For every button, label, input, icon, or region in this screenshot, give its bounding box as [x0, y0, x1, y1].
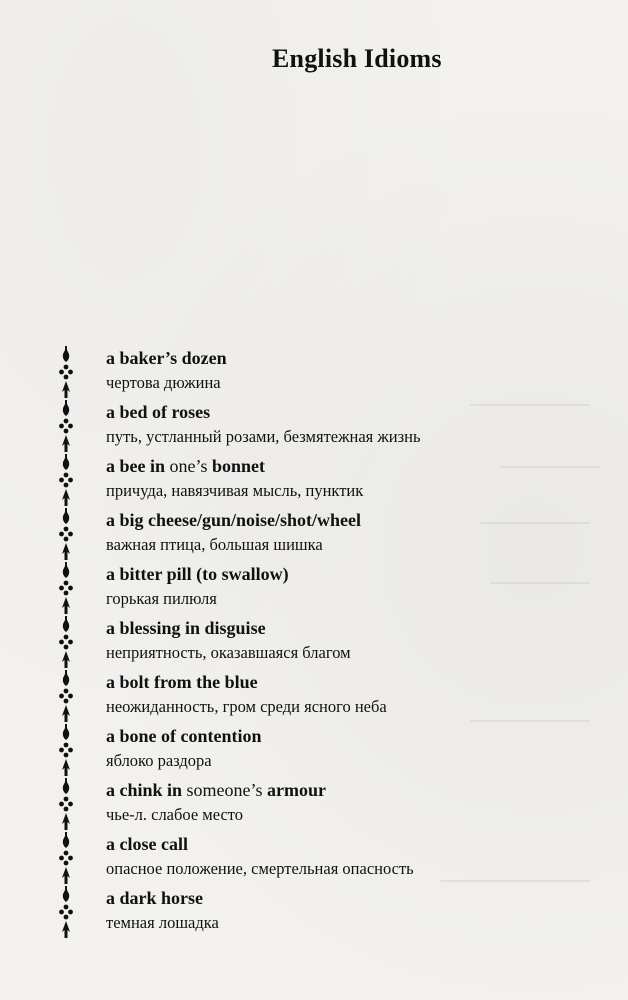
- idiom-entry: [106, 886, 606, 940]
- fleur-ornament-icon: [59, 400, 73, 452]
- idiom-phrase: [106, 832, 606, 857]
- idiom-placeholder-word: one’s: [169, 456, 213, 476]
- idiom-phrase: [106, 886, 606, 911]
- fleur-ornament-icon: [59, 832, 73, 884]
- idiom-translation: опасное положение, смертельная опасность: [106, 859, 414, 878]
- fleur-ornament-icon: [59, 670, 73, 722]
- idiom-phrase: [106, 346, 606, 371]
- idiom-translation: важная птица, большая шишка: [106, 535, 323, 554]
- fleur-ornament-icon: [59, 562, 73, 614]
- idiom-phrase: [106, 724, 606, 749]
- idiom-translation: путь, устланный розами, безмятежная жизнь: [106, 427, 421, 446]
- idiom-entry: [106, 616, 606, 670]
- idiom-translation: темная лошадка: [106, 913, 219, 932]
- idiom-translation: чье-л. слабое место: [106, 805, 244, 824]
- idiom-text: bonnet: [212, 456, 266, 476]
- fleur-ornament-icon: [59, 886, 73, 938]
- idiom-translation: неожиданность, гром среди ясного неба: [106, 697, 387, 716]
- idiom-phrase: [106, 508, 606, 533]
- idiom-phrase: [106, 670, 606, 695]
- idiom-entry: [106, 508, 606, 562]
- idiom-entry: [106, 832, 606, 886]
- idiom-translation: горькая пилюля: [106, 589, 217, 608]
- fleur-ornament-icon: [59, 778, 73, 830]
- idiom-text: a big cheese/gun/noise/shot/wheel: [106, 510, 362, 530]
- idiom-entry: [106, 724, 606, 778]
- idiom-placeholder-word: someone’s: [186, 780, 268, 800]
- fleur-ornament-icon: [59, 346, 73, 398]
- page-title: English Idioms: [272, 44, 442, 73]
- ornamental-border: [52, 346, 80, 938]
- idiom-text: armour: [267, 780, 327, 800]
- idiom-list: [106, 346, 606, 940]
- fleur-ornament-icon: [59, 724, 73, 776]
- idiom-phrase: [106, 778, 606, 803]
- idiom-text: a baker’s dozen: [106, 348, 227, 368]
- idiom-entry: [106, 670, 606, 724]
- idiom-entry: [106, 778, 606, 832]
- idiom-translation: яблоко раздора: [106, 751, 212, 770]
- fleur-ornament-icon: [59, 508, 73, 560]
- idiom-entry: [106, 400, 606, 454]
- idiom-entry: [106, 562, 606, 616]
- idiom-phrase: [106, 562, 606, 587]
- idiom-phrase: [106, 616, 606, 641]
- idiom-text: a bitter pill (to swallow): [106, 564, 289, 584]
- idiom-translation: причуда, навязчивая мысль, пунктик: [106, 481, 364, 500]
- idiom-entry: [106, 346, 606, 400]
- idiom-text: a bone of contention: [106, 726, 262, 746]
- fleur-ornament-icon: [59, 616, 73, 668]
- idiom-text: a blessing in disguise: [106, 618, 266, 638]
- idiom-text: a close call: [106, 834, 188, 854]
- idiom-text: a bed of roses: [106, 402, 211, 422]
- idiom-text: a bee in: [106, 456, 170, 476]
- idiom-translation: чертова дюжина: [106, 373, 221, 392]
- idiom-text: a chink in: [106, 780, 187, 800]
- idiom-text: a bolt from the blue: [106, 672, 258, 692]
- idiom-phrase: [106, 454, 606, 479]
- idiom-text: a dark horse: [106, 888, 204, 908]
- fleur-ornament-icon: [59, 454, 73, 506]
- idiom-phrase: [106, 400, 606, 425]
- idiom-translation: неприятность, оказавшаяся благом: [106, 643, 351, 662]
- idiom-entry: [106, 454, 606, 508]
